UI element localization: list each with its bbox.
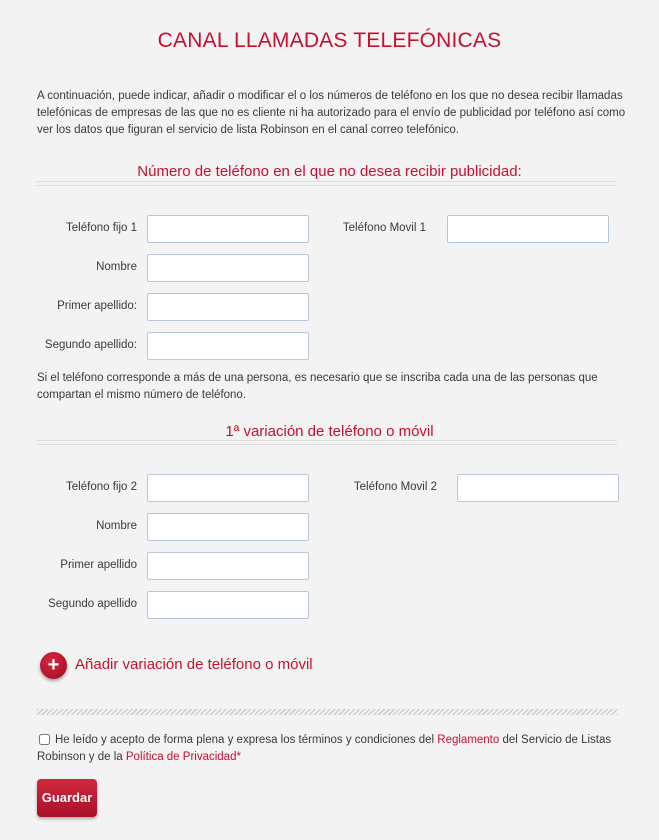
telefono-fijo-1-input[interactable] <box>147 215 309 243</box>
page-title: CANAL LLAMADAS TELEFÓNICAS <box>157 29 502 52</box>
terms-checkbox[interactable] <box>39 734 50 745</box>
segundo-apellido-2-input[interactable] <box>147 591 309 619</box>
telefono-movil-2-label: Teléfono Movil 2 <box>353 481 437 493</box>
plus-icon[interactable]: + <box>40 652 67 679</box>
segundo-apellido-2-label: Segundo apellido <box>48 598 137 610</box>
terms-text-before: He leído y acepto de forma plena y expresa los términos y condiciones del <box>55 734 438 746</box>
primer-apellido-1-input[interactable] <box>147 293 309 321</box>
reglamento-link[interactable]: Reglamento <box>437 734 500 746</box>
primer-apellido-2-label: Primer apellido <box>60 559 137 571</box>
terms-text-middle: del Servicio de Listas Robinson y de la <box>37 734 612 763</box>
telefono-fijo-2-input[interactable] <box>147 474 309 502</box>
segundo-apellido-1-label: Segundo apellido: <box>44 339 137 351</box>
terms-text <box>37 732 627 766</box>
section1-heading: Número de teléfono en el que no desea recibir publicidad: <box>137 163 522 180</box>
hatched-divider <box>37 709 617 715</box>
telefono-movil-2-input[interactable] <box>457 474 619 502</box>
nombre-1-input[interactable] <box>147 254 309 282</box>
primer-apellido-1-label: Primer apellido: <box>57 300 137 312</box>
nombre-2-input[interactable] <box>147 513 309 541</box>
telefono-fijo-1-label: Teléfono fijo 1 <box>66 222 137 234</box>
section1-divider <box>37 181 617 186</box>
telefono-movil-1-label: Teléfono Movil 1 <box>342 222 426 234</box>
nombre-2-label: Nombre <box>96 520 137 532</box>
privacy-policy-link[interactable]: Política de Privacidad* <box>125 751 241 763</box>
add-variation-link[interactable]: Añadir variación de teléfono o móvil <box>75 656 313 673</box>
telefono-fijo-2-label: Teléfono fijo 2 <box>66 481 137 493</box>
segundo-apellido-1-input[interactable] <box>147 332 309 360</box>
primer-apellido-2-input[interactable] <box>147 552 309 580</box>
shared-phone-note: Si el teléfono corresponde a más de una persona, es necesario que se inscriba cada una de las personas que compartan el mismo número de teléfono. <box>37 372 598 401</box>
section2-heading: 1ª variación de teléfono o móvil <box>225 423 434 440</box>
intro-text: A continuación, puede indicar, añadir o modificar el o los números de teléfono en los que no desea recibir llamadas telefónicas de empresas de las que no es cliente ni ha autorizado para el envío de publicidad por teléfono así como ver los datos que figuran el servicio de lista Robinson en el canal correo telefónico. <box>37 90 626 136</box>
section2-divider <box>37 440 617 445</box>
nombre-1-label: Nombre <box>96 261 137 273</box>
telefono-movil-1-input[interactable] <box>447 215 609 243</box>
save-button[interactable]: Guardar <box>37 779 97 817</box>
